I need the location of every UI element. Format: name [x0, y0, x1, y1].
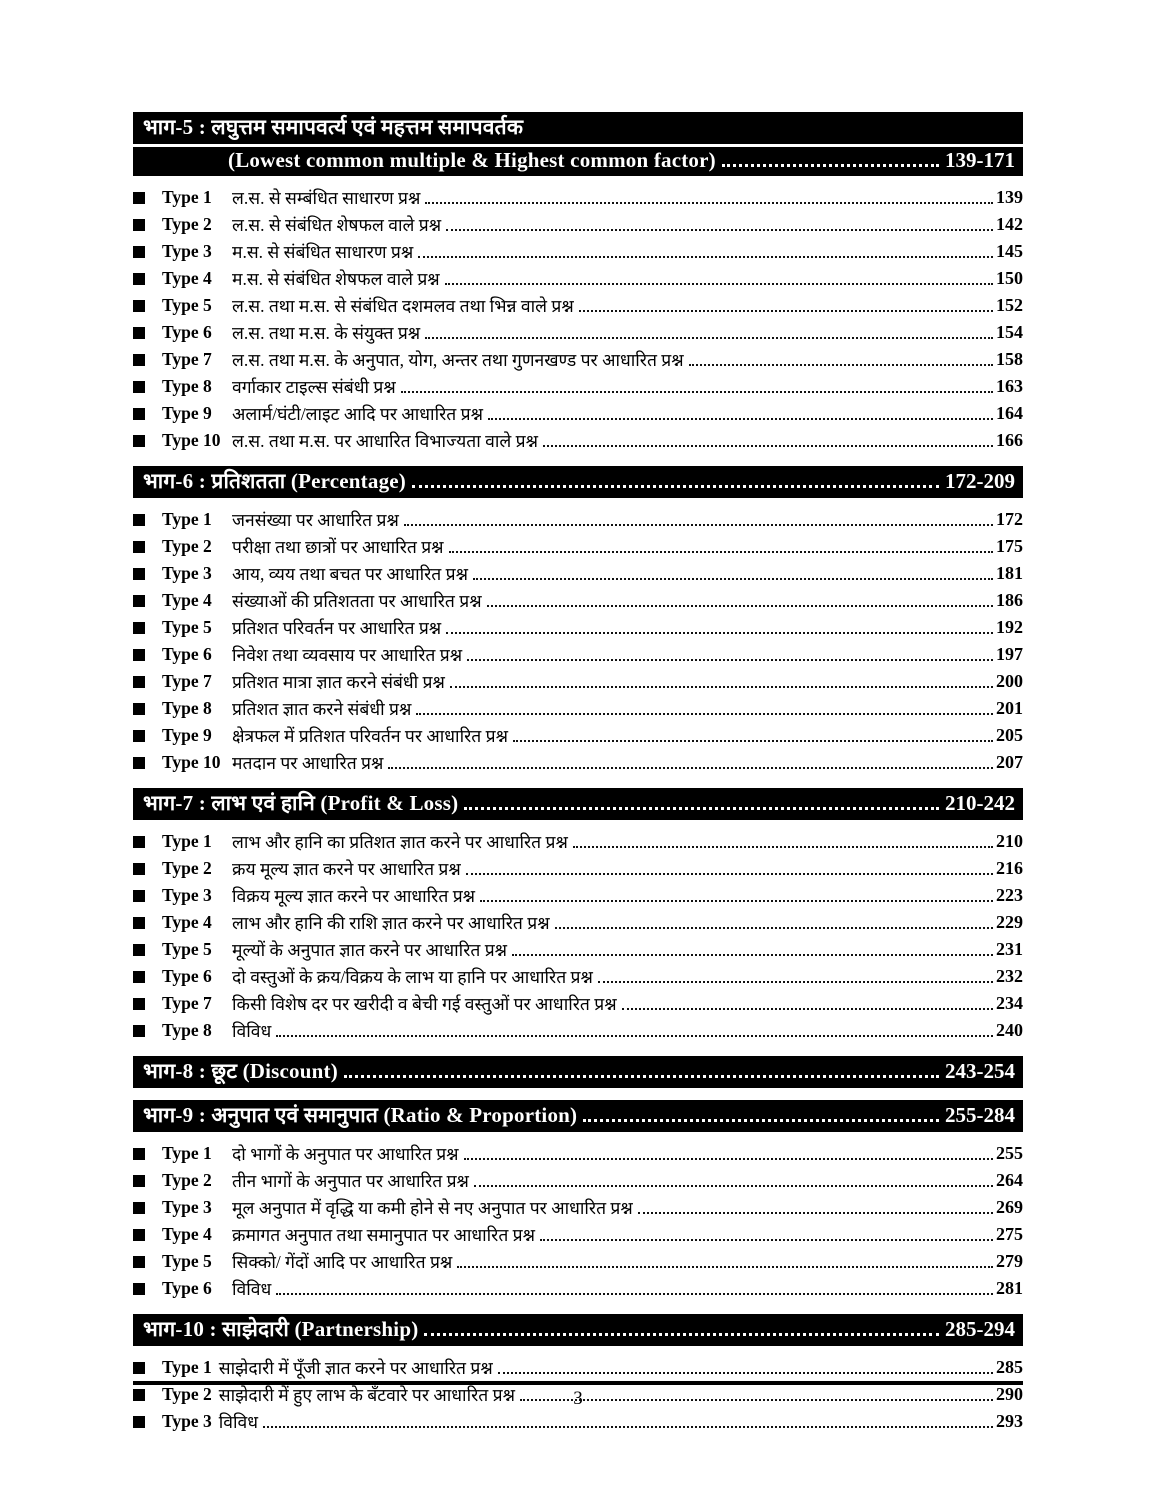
item-page-number: 240: [996, 1020, 1023, 1040]
dot-leader-icon: [450, 686, 993, 688]
toc-item: [133, 587, 1023, 614]
bullet-square-icon: [133, 890, 145, 902]
type-label: Type 4: [162, 912, 212, 932]
item-page-number: 264: [996, 1170, 1023, 1190]
toc-section: [133, 466, 1023, 776]
bullet-square-icon: [133, 219, 145, 231]
item-title: तीन भागों के अनुपात पर आधारित प्रश्न: [232, 1170, 469, 1191]
type-label: Type 3: [162, 885, 212, 905]
type-label: Type 9: [162, 725, 212, 745]
item-page-number: 197: [996, 644, 1023, 664]
type-label: Type 7: [162, 349, 212, 369]
section-title: भाग-10 : साझेदारी (Partnership): [143, 1317, 419, 1341]
dot-leader-icon: [583, 1119, 939, 1122]
toc-section: [133, 112, 1023, 454]
bullet-square-icon: [133, 192, 145, 204]
section-title: भाग-8 : छूट (Discount): [143, 1059, 338, 1083]
item-title: साझेदारी में पूँजी ज्ञात करने पर आधारित प्रश्न: [218, 1357, 493, 1378]
item-title: संख्याओं की प्रतिशतता पर आधारित प्रश्न: [232, 590, 482, 611]
bullet-square-icon: [133, 1283, 145, 1295]
type-label: Type 2: [162, 214, 212, 234]
section-heading-bar: [133, 466, 1023, 498]
dot-leader-icon: [412, 485, 939, 488]
dot-leader-icon: [488, 418, 993, 420]
toc-section: [133, 1314, 1023, 1435]
bullet-square-icon: [133, 1202, 145, 1214]
dot-leader-icon: [512, 954, 993, 956]
dot-leader-icon: [598, 981, 993, 983]
section-heading-bar: [133, 788, 1023, 820]
item-title: आय, व्यय तथा बचत पर आधारित प्रश्न: [232, 563, 468, 584]
dot-leader-icon: [464, 807, 939, 810]
bullet-square-icon: [133, 568, 145, 580]
dot-leader-icon: [425, 337, 993, 339]
section-title: भाग-7 : लाभ एवं हानि (Profit & Loss): [143, 791, 459, 815]
item-page-number: 290: [996, 1384, 1023, 1404]
toc-item: [133, 855, 1023, 882]
bullet-square-icon: [133, 971, 145, 983]
dot-leader-icon: [579, 310, 993, 312]
type-label: Type 3: [162, 1411, 212, 1431]
toc-item: [133, 506, 1023, 533]
section-heading: [133, 1056, 1023, 1088]
toc-item: [133, 1275, 1023, 1302]
type-label: Type 6: [162, 966, 212, 986]
bullet-square-icon: [133, 1256, 145, 1268]
section-heading-bar: [133, 1100, 1023, 1132]
item-title: मूल अनुपात में वृद्धि या कमी होने से नए अनुपात पर आधारित प्रश्न: [232, 1197, 633, 1218]
toc-item: [133, 319, 1023, 346]
item-page-number: 154: [996, 322, 1023, 342]
section-items: [133, 1140, 1023, 1302]
item-title: ल.स. तथा म.स. के संयुक्त प्रश्न: [232, 322, 421, 343]
section-heading: [133, 466, 1023, 498]
section-title: भाग-9 : अनुपात एवं समानुपात (Ratio & Proportion): [143, 1103, 578, 1127]
type-label: Type 4: [162, 590, 212, 610]
item-page-number: 139: [996, 187, 1023, 207]
item-page-number: 281: [996, 1278, 1023, 1298]
bullet-square-icon: [133, 595, 145, 607]
type-label: Type 10: [162, 430, 221, 450]
type-label: Type 5: [162, 939, 212, 959]
section-heading-bar: [133, 112, 1023, 144]
type-label: Type 5: [162, 1251, 212, 1271]
item-title: अलार्म/घंटी/लाइट आदि पर आधारित प्रश्न: [232, 403, 483, 424]
item-page-number: 293: [996, 1411, 1023, 1431]
bullet-square-icon: [133, 541, 145, 553]
dot-leader-icon: [543, 445, 993, 447]
type-label: Type 1: [162, 1357, 212, 1377]
bullet-square-icon: [133, 836, 145, 848]
item-title: ल.स. तथा म.स. के अनुपात, योग, अन्तर तथा गुणनखण्ड पर आधारित प्रश्न: [232, 349, 684, 370]
type-label: Type 3: [162, 241, 212, 261]
item-page-number: 255: [996, 1143, 1023, 1163]
toc-item: [133, 1167, 1023, 1194]
toc-item: [133, 1194, 1023, 1221]
item-title: जनसंख्या पर आधारित प्रश्न: [232, 509, 399, 530]
section-heading-bar: [133, 147, 1023, 176]
type-label: Type 1: [162, 1143, 212, 1163]
item-title: विविध: [232, 1020, 272, 1041]
toc-item: [133, 990, 1023, 1017]
bullet-square-icon: [133, 327, 145, 339]
dot-leader-icon: [276, 1035, 993, 1037]
item-page-number: 223: [996, 885, 1023, 905]
section-title: भाग-5 : लघुत्तम समापवर्त्य एवं महत्तम समापवर्तक: [143, 115, 524, 139]
section-heading: [133, 788, 1023, 820]
item-page-number: 232: [996, 966, 1023, 986]
item-title: साझेदारी में हुए लाभ के बँटवारे पर आधारित प्रश्न: [218, 1384, 515, 1405]
bullet-square-icon: [133, 354, 145, 366]
toc-item: [133, 614, 1023, 641]
bullet-square-icon: [133, 435, 145, 447]
toc-item: [133, 936, 1023, 963]
item-page-number: 164: [996, 403, 1023, 423]
page-footer: [133, 1381, 1023, 1410]
item-title: विविध: [218, 1411, 259, 1432]
dot-leader-icon: [498, 1372, 993, 1374]
toc-item: [133, 963, 1023, 990]
bullet-square-icon: [133, 1229, 145, 1241]
dot-leader-icon: [466, 873, 993, 875]
toc-item: [133, 211, 1023, 238]
toc-item: [133, 292, 1023, 319]
item-title: दो भागों के अनुपात पर आधारित प्रश्न: [232, 1143, 459, 1164]
section-heading-bar: [133, 1314, 1023, 1346]
item-page-number: 216: [996, 858, 1023, 878]
item-page-number: 201: [996, 698, 1023, 718]
item-page-number: 229: [996, 912, 1023, 932]
item-page-number: 192: [996, 617, 1023, 637]
toc-item: [133, 265, 1023, 292]
toc-item: [133, 695, 1023, 722]
dot-leader-icon: [622, 1008, 993, 1010]
dot-leader-icon: [555, 927, 993, 929]
dot-leader-icon: [474, 1185, 993, 1187]
type-label: Type 2: [162, 536, 212, 556]
section-page-range: 172-209: [945, 468, 1015, 493]
bullet-square-icon: [133, 917, 145, 929]
toc-item: [133, 909, 1023, 936]
dot-leader-icon: [404, 524, 993, 526]
type-label: Type 6: [162, 1278, 212, 1298]
dot-leader-icon: [473, 578, 993, 580]
type-label: Type 7: [162, 993, 212, 1013]
toc-section: [133, 1056, 1023, 1088]
item-page-number: 186: [996, 590, 1023, 610]
toc-section: [133, 788, 1023, 1044]
item-title: ल.स. से संबंधित शेषफल वाले प्रश्न: [232, 214, 442, 235]
type-label: Type 4: [162, 1224, 212, 1244]
type-label: Type 1: [162, 187, 212, 207]
item-page-number: 200: [996, 671, 1023, 691]
dot-leader-icon: [449, 551, 993, 553]
type-label: Type 5: [162, 295, 212, 315]
item-title: दो वस्तुओं के क्रय/विक्रय के लाभ या हानि पर आधारित प्रश्न: [232, 966, 593, 987]
dot-leader-icon: [480, 900, 993, 902]
item-page-number: 158: [996, 349, 1023, 369]
section-title: भाग-6 : प्रतिशतता (Percentage): [143, 469, 406, 493]
bullet-square-icon: [133, 1148, 145, 1160]
type-label: Type 5: [162, 617, 212, 637]
type-label: Type 3: [162, 1197, 212, 1217]
bullet-square-icon: [133, 757, 145, 769]
dot-leader-icon: [276, 1293, 993, 1295]
dot-leader-icon: [401, 391, 993, 393]
bullet-square-icon: [133, 649, 145, 661]
item-title: मतदान पर आधारित प्रश्न: [232, 752, 384, 773]
item-page-number: 163: [996, 376, 1023, 396]
item-title: प्रतिशत परिवर्तन पर आधारित प्रश्न: [232, 617, 442, 638]
dot-leader-icon: [416, 713, 993, 715]
toc-item: [133, 722, 1023, 749]
toc-item: [133, 668, 1023, 695]
dot-leader-icon: [344, 1075, 939, 1078]
page-number: 3: [573, 1388, 583, 1409]
type-label: Type 8: [162, 376, 212, 396]
item-title: विक्रय मूल्य ज्ञात करने पर आधारित प्रश्न: [232, 885, 476, 906]
dot-leader-icon: [425, 202, 993, 204]
toc-item: [133, 1408, 1023, 1435]
dot-leader-icon: [540, 1239, 993, 1241]
dot-leader-icon: [513, 740, 993, 742]
toc-content: [133, 112, 1023, 1435]
item-page-number: 275: [996, 1224, 1023, 1244]
item-page-number: 166: [996, 430, 1023, 450]
bullet-square-icon: [133, 676, 145, 688]
bullet-square-icon: [133, 730, 145, 742]
section-page-range: 285-294: [945, 1316, 1015, 1341]
section-heading-bar: [133, 1056, 1023, 1088]
type-label: Type 1: [162, 831, 212, 851]
toc-item: [133, 1221, 1023, 1248]
dot-leader-icon: [467, 659, 993, 661]
item-title: किसी विशेष दर पर खरीदी व बेची गई वस्तुओं पर आधारित प्रश्न: [232, 993, 617, 1014]
toc-item: [133, 1140, 1023, 1167]
dot-leader-icon: [263, 1426, 993, 1428]
dot-leader-icon: [418, 256, 993, 258]
dot-leader-icon: [464, 1158, 993, 1160]
bullet-square-icon: [133, 381, 145, 393]
item-title: ल.स. से सम्बंधित साधारण प्रश्न: [232, 187, 421, 208]
type-label: Type 2: [162, 1170, 212, 1190]
dot-leader-icon: [445, 283, 993, 285]
toc-item: [133, 533, 1023, 560]
item-page-number: 210: [996, 831, 1023, 851]
item-title: क्षेत्रफल में प्रतिशत परिवर्तन पर आधारित प्रश्न: [232, 725, 508, 746]
item-title: सिक्को/ गेंदों आदि पर आधारित प्रश्न: [232, 1251, 453, 1272]
dot-leader-icon: [457, 1266, 993, 1268]
bullet-square-icon: [133, 1025, 145, 1037]
bullet-square-icon: [133, 300, 145, 312]
bullet-square-icon: [133, 408, 145, 420]
item-title: प्रतिशत मात्रा ज्ञात करने संबंधी प्रश्न: [232, 671, 445, 692]
bullet-square-icon: [133, 703, 145, 715]
item-title: क्रय मूल्य ज्ञात करने पर आधारित प्रश्न: [232, 858, 461, 879]
section-heading: [133, 1100, 1023, 1132]
item-page-number: 142: [996, 214, 1023, 234]
type-label: Type 9: [162, 403, 212, 423]
dot-leader-icon: [689, 364, 993, 366]
bullet-square-icon: [133, 514, 145, 526]
bullet-square-icon: [133, 1362, 145, 1374]
type-label: Type 8: [162, 698, 212, 718]
toc-item: [133, 427, 1023, 454]
type-label: Type 8: [162, 1020, 212, 1040]
type-label: Type 6: [162, 644, 212, 664]
type-label: Type 1: [162, 509, 212, 529]
bullet-square-icon: [133, 863, 145, 875]
type-label: Type 3: [162, 563, 212, 583]
item-title: वर्गाकार टाइल्स संबंधी प्रश्न: [232, 376, 396, 397]
item-page-number: 172: [996, 509, 1023, 529]
dot-leader-icon: [722, 164, 939, 167]
item-title: मूल्यों के अनुपात ज्ञात करने पर आधारित प्रश्न: [232, 939, 508, 960]
section-items: [133, 828, 1023, 1044]
item-page-number: 175: [996, 536, 1023, 556]
toc-item: [133, 560, 1023, 587]
section-items: [133, 184, 1023, 454]
toc-item: [133, 1248, 1023, 1275]
item-page-number: 231: [996, 939, 1023, 959]
dot-leader-icon: [446, 229, 993, 231]
bullet-square-icon: [133, 998, 145, 1010]
section-page-range: 243-254: [945, 1058, 1015, 1083]
item-title: निवेश तथा व्यवसाय पर आधारित प्रश्न: [232, 644, 463, 665]
item-page-number: 150: [996, 268, 1023, 288]
toc-item: [133, 1354, 1023, 1381]
item-title: लाभ और हानि का प्रतिशत ज्ञात करने पर आधारित प्रश्न: [232, 831, 568, 852]
dot-leader-icon: [446, 632, 993, 634]
bullet-square-icon: [133, 1416, 145, 1428]
item-title: म.स. से संबंधित साधारण प्रश्न: [232, 241, 414, 262]
toc-item: [133, 238, 1023, 265]
section-heading: [133, 112, 1023, 176]
item-title: ल.स. तथा म.स. पर आधारित विभाज्यता वाले प्रश्न: [232, 430, 538, 451]
toc-item: [133, 882, 1023, 909]
toc-item: [133, 1017, 1023, 1044]
section-page-range: 255-284: [945, 1102, 1015, 1127]
item-page-number: 152: [996, 295, 1023, 315]
dot-leader-icon: [573, 846, 993, 848]
section-page-range: 210-242: [945, 790, 1015, 815]
bullet-square-icon: [133, 246, 145, 258]
type-label: Type 4: [162, 268, 212, 288]
type-label: Type 2: [162, 1384, 212, 1404]
item-title: म.स. से संबंधित शेषफल वाले प्रश्न: [232, 268, 440, 289]
dot-leader-icon: [388, 767, 993, 769]
toc-item: [133, 373, 1023, 400]
dot-leader-icon: [487, 605, 993, 607]
bullet-square-icon: [133, 944, 145, 956]
bullet-square-icon: [133, 273, 145, 285]
item-page-number: 279: [996, 1251, 1023, 1271]
section-title: (Lowest common multiple & Highest common factor): [228, 148, 716, 172]
item-title: ल.स. तथा म.स. से संबंधित दशमलव तथा भिन्न वाले प्रश्न: [232, 295, 574, 316]
item-page-number: 205: [996, 725, 1023, 745]
toc-item: [133, 641, 1023, 668]
bullet-square-icon: [133, 1175, 145, 1187]
dot-leader-icon: [424, 1333, 939, 1336]
toc-item: [133, 400, 1023, 427]
item-page-number: 234: [996, 993, 1023, 1013]
type-label: Type 6: [162, 322, 212, 342]
toc-item: [133, 184, 1023, 211]
item-title: परीक्षा तथा छात्रों पर आधारित प्रश्न: [232, 536, 444, 557]
section-page-range: 139-171: [945, 148, 1015, 172]
item-title: विविध: [232, 1278, 272, 1299]
section-heading: [133, 1314, 1023, 1346]
type-label: Type 7: [162, 671, 212, 691]
item-title: क्रमागत अनुपात तथा समानुपात पर आधारित प्रश्न: [232, 1224, 535, 1245]
item-title: प्रतिशत ज्ञात करने संबंधी प्रश्न: [232, 698, 412, 719]
item-page-number: 269: [996, 1197, 1023, 1217]
toc-section: [133, 1100, 1023, 1302]
footer-rule: [133, 1381, 1023, 1385]
type-label: Type 10: [162, 752, 221, 772]
item-page-number: 181: [996, 563, 1023, 583]
item-title: लाभ और हानि की राशि ज्ञात करने पर आधारित प्रश्न: [232, 912, 550, 933]
toc-item: [133, 749, 1023, 776]
dot-leader-icon: [638, 1212, 993, 1214]
toc-item: [133, 346, 1023, 373]
section-items: [133, 506, 1023, 776]
item-page-number: 207: [996, 752, 1023, 772]
toc-item: [133, 828, 1023, 855]
item-page-number: 145: [996, 241, 1023, 261]
type-label: Type 2: [162, 858, 212, 878]
bullet-square-icon: [133, 622, 145, 634]
item-page-number: 285: [996, 1357, 1023, 1377]
